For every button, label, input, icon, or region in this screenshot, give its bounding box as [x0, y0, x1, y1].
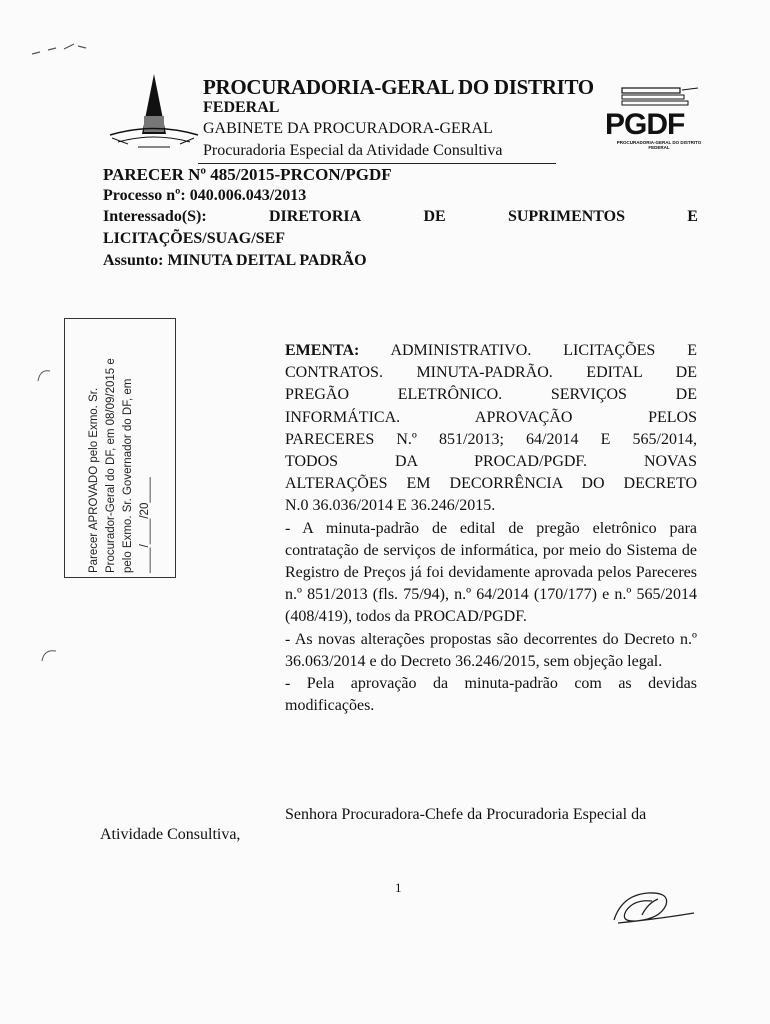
ementa-line: PREGÃO ELETRÔNICO. SERVIÇOS DE: [285, 386, 697, 404]
ementa-line: TODOS DA PROCAD/PGDF. NOVAS: [285, 453, 697, 471]
pgdf-logo-subtext: PROCURADORIA-GERAL DO DISTRITO FEDERAL: [616, 140, 702, 150]
processo-number: Processo nº: 040.006.043/2013: [103, 187, 307, 204]
signature-initials-icon: [608, 885, 698, 930]
approval-stamp: [64, 318, 176, 578]
interessados-word: SUPRIMENTOS: [507, 208, 626, 225]
gdf-emblem-icon: [108, 72, 200, 157]
ementa-bullet: - A minuta-padrão de edital de pregão eletrônico para contratação de serviços de informática, por meio do Sistema de Registro de Preços já foi devidamente aprovada pelos Pareceres n.º 851/2013 (fls. 75/94), n.º 64/2014 (170/177) e n.º 565/2014 (408/419), todos da PROCAD/PGDF.: [285, 519, 697, 626]
margin-mark-icon: [38, 645, 60, 665]
salutation-line2: Atividade Consultiva,: [100, 826, 241, 843]
interessados-word: E: [687, 208, 698, 225]
interessados-word: DIRETORIA: [268, 208, 362, 225]
interessados-line: [103, 208, 698, 226]
ementa-line: N.0 36.036/2014 E 36.246/2015.: [285, 497, 496, 515]
pgdf-logo-icon: [620, 86, 700, 110]
salutation-line1: Senhora Procuradora-Chefe da Procuradoria Especial da: [285, 806, 647, 823]
interessados-label: Interessado(S):: [103, 208, 207, 225]
ementa-label: EMENTA:: [285, 342, 360, 359]
ementa-bullet: - As novas alterações propostas são decorrentes do Decreto n.º 36.063/2014 e do Decreto 36.246/2015, sem objeção legal.: [285, 630, 697, 670]
parecer-number: PARECER Nº 485/2015-PRCON/PGDF: [103, 165, 392, 184]
ementa-line: INFORMÁTICA. APROVAÇÃO PELOS: [285, 408, 697, 426]
office-name: GABINETE DA PROCURADORA-GERAL: [203, 120, 493, 137]
stamp-line: Parecer APROVADO pelo Exmo. Sr.: [88, 387, 100, 573]
stamp-line: Procurador-Geral do DF, em 08/09/2015 e: [105, 358, 117, 573]
ementa-bullet: - Pela aprovação da minuta-padrão com as devidas modificações.: [285, 675, 697, 715]
ementa-line: PARECERES N.º 851/2013; 64/2014 E 565/2014,: [285, 430, 697, 448]
interessados-word: DE: [423, 208, 446, 225]
page-number: 1: [395, 880, 402, 895]
division-name: Procuradoria Especial da Atividade Consultiva: [203, 142, 503, 159]
ementa-line: EMENTA: ADMINISTRATIVO. LICITAÇÕES E: [285, 342, 698, 359]
org-title: PROCURADORIA-GERAL DO DISTRITO: [203, 75, 594, 99]
margin-mark-icon: [34, 365, 54, 385]
interessados-line2: LICITAÇÕES/SUAG/SEF: [103, 230, 285, 247]
stamp-line: pelo Exmo. Sr. Governador do DF, em: [122, 378, 134, 573]
ementa-line: ALTERAÇÕES EM DECORRÊNCIA DO DECRETO: [285, 475, 697, 493]
org-title-line2: FEDERAL: [203, 99, 280, 116]
ementa-block: [285, 340, 697, 717]
pgdf-logo-text: PGDF: [605, 108, 685, 141]
ementa-line: CONTRATOS. MINUTA-PADRÃO. EDITAL DE: [285, 364, 697, 382]
header-rule: [198, 163, 556, 164]
stamp-line: ____/____/20____: [139, 477, 151, 573]
assunto-line: Assunto: MINUTA DEITAL PADRÃO: [103, 252, 367, 269]
scan-mark-icon: [30, 40, 90, 60]
